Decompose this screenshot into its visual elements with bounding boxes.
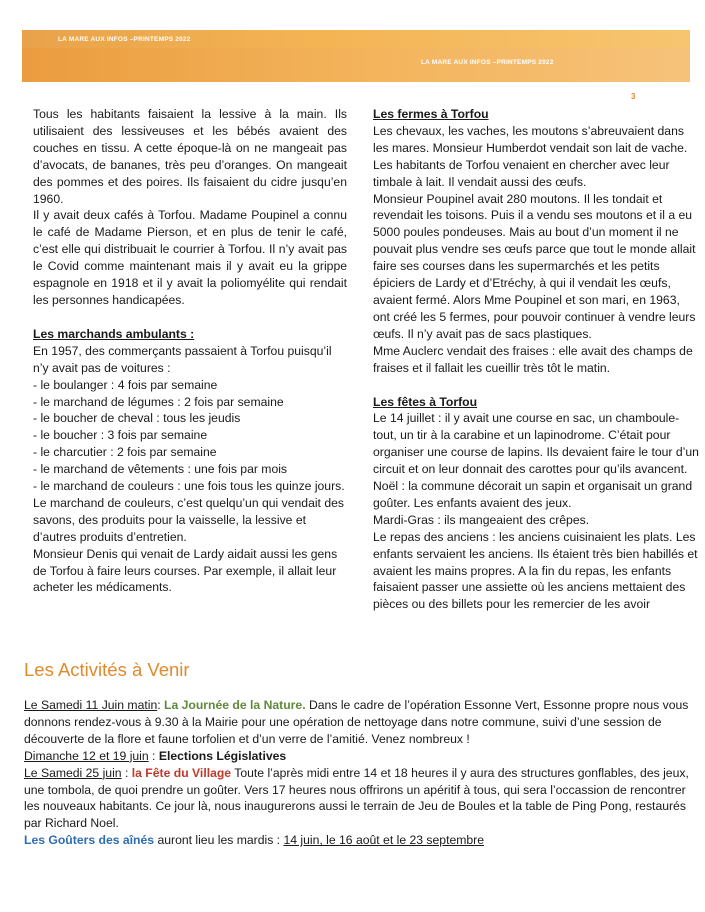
paragraph-fermes-3: Mme Auclerc vendait des fraises : elle avait des champs de fraises et il fallait les cueillir très tôt le matin. [373, 343, 693, 375]
section-title-activites: Les Activités à Venir [24, 659, 190, 680]
heading-fetes: Les fêtes à Torfou [373, 394, 478, 409]
left-column [33, 106, 347, 596]
list-item: - le marchand de légumes : 2 fois par semaine [33, 394, 284, 409]
header-title-top: LA MARE AUX INFOS –PRINTEMPS 2022 [58, 36, 191, 43]
event-separator: : [157, 698, 165, 712]
event-date: Dimanche 12 et 19 juin [24, 748, 149, 763]
header-band-bottom [22, 48, 690, 82]
paragraph-fermes-1: Les chevaux, les vaches, les moutons s’abreuvaient dans les mares. Monsieur Humberdot vendait son lait de vache. Les habitants de Torfou venaient en chercher avec leur timbale à lait. Il vendait aussi des œufs. [373, 123, 688, 189]
heading-fermes: Les fermes à Torfou [373, 107, 489, 121]
event-name: La Journée de la Nature. [164, 698, 306, 712]
paragraph-fetes-1: Le 14 juillet : il y avait une course en sac, un chamboule-tout, un tir à la carabine et un lapinodrome. C’était pour organiser une course de lapins. Ils devaient faire le tour d’un circuit et on leur donnait des carottes pour qu’ils avancent. [373, 411, 699, 477]
list-item: - le boucher : 3 fois par semaine [33, 428, 208, 443]
list-item: - le boucher de cheval : tous les jeudis [33, 411, 241, 426]
event-name: Elections Législatives [158, 748, 287, 763]
spacer [373, 377, 699, 394]
event-dates: 14 juin, le 16 août et le 23 septembre [283, 833, 485, 848]
event-elections [24, 748, 696, 765]
heading-marchands: Les marchands ambulants : [33, 326, 195, 341]
paragraph-fetes-3: Mardi-Gras : ils mangeaient des crêpes. [373, 512, 590, 527]
paragraph-couleurs: Le marchand de couleurs, c’est quelqu’un qui vendait des savons, des produits pour la vaisselle, la lessive et d’autres produits d’entretien. [33, 495, 344, 544]
paragraph-marchands-intro: En 1957, des commerçants passaient à Torfou puisqu’il n’y avait pas de voitures : [33, 343, 332, 375]
paragraph-lessive: Tous les habitants faisaient la lessive à la main. Ils utilisaient des lessiveuses et les bébés avaient des couches en tissu. A cette époque-là on ne mangeait pas d’avocats, de bananes, très peu d’oranges. On mangeait des pommes et des poires. Ils faisaient du cidre jusqu’en 1960. [33, 107, 347, 206]
page-number: 3 [631, 92, 636, 101]
event-name: Les Goûters des aînés [24, 833, 155, 848]
paragraph-cafes: Il y avait deux cafés à Torfou. Madame Poupinel a connu le café de Madame Pierson, et en plus de tenir le café, c’est elle qui distribuait le courrier à Torfou. Il n’y avait pas le Covid comme maintenant mais il y avait eu la grippe espagnole en 1918 et il y avait la poliomyélite qui rendait les personnes handicapées. [33, 208, 347, 307]
event-date: Le Samedi 25 juin [24, 765, 122, 780]
spacer [33, 309, 347, 326]
event-description: Dans le cadre de l’opération Essonne Vert, Essonne propre nous vous donnons rendez-vous à 9.30 à la Mairie pour une opération de nettoyage dans notre commune, suivi d’une session de découverte de la flore et faune torfolien et d’un verre de l’amitié. Venez nombreux ! [24, 698, 689, 746]
list-item: - le charcutier : 2 fois par semaine [33, 445, 217, 460]
header-title-bottom: LA MARE AUX INFOS –PRINTEMPS 2022 [421, 59, 554, 66]
paragraph-denis: Monsieur Denis qui venait de Lardy aidait aussi les gens de Torfou à faire leurs courses. Par exemple, il allait leur acheter les médicaments. [33, 546, 338, 595]
event-date: Le Samedi 11 Juin matin [24, 698, 158, 712]
event-fete-village [24, 765, 696, 833]
paragraph-fetes-4: Le repas des anciens : les anciens cuisinaient les plats. Les enfants servaient les anciens. Ils étaient très bien habillés et avaient les mains propres. A la fin du repas, les enfants faisaient passer une assiette où les anciens mettaient des pièces ou des billets pour les remercier de les avoir [373, 529, 698, 612]
list-item: - le marchand de vêtements : une fois par mois [33, 462, 288, 477]
event-description: auront lieu les mardis : [154, 833, 284, 848]
event-gouters [24, 832, 696, 849]
paragraph-fermes-2: Monsieur Poupinel avait 280 moutons. Il les tondait et revendait les toisons. Puis il a vendu ses moutons et il a eu 5000 poules pondeuses. Mais au bout d’un moment il ne pouvait plus vendre ses œufs parce que tout le monde allait faire ses courses dans les supermarchés et les petits épiciers de Lardy et d’Etréchy, à qui il vendait les œufs, avaient fermé. Alors Mme Poupinel et son mari, en 1963, ont créé les 5 fermes, pour pouvoir continuer à vendre leurs œufs. Il n’y avait pas de sacs plastiques. [373, 191, 696, 341]
right-column [373, 106, 699, 613]
event-name: la Fête du Village [131, 765, 232, 780]
event-nature [24, 697, 696, 748]
event-description: Toute l’après midi entre 14 et 18 heures il y aura des structures gonflables, des jeux, une tombola, de quoi prendre un goûter. Vers 17 heures nous offrirons un apéritif à tous, qui sera l’occassion de rencontrer les nouveaux habitants. Ce jour là, nous inaugurerons aussi le terrain de Jeu de Boules et la table de Ping Pong, restaurés par Richard Noel. [24, 765, 689, 831]
events-list [24, 697, 696, 849]
event-separator: : [148, 748, 159, 763]
list-item: - le marchand de couleurs : une fois tous les quinze jours. [33, 479, 345, 494]
paragraph-fetes-2: Noël : la commune décorait un sapin et organisait un grand goûter. Les enfants avaient des jeux. [373, 479, 693, 510]
event-separator: : [121, 765, 132, 780]
list-item: - le boulanger : 4 fois par semaine [33, 377, 218, 392]
